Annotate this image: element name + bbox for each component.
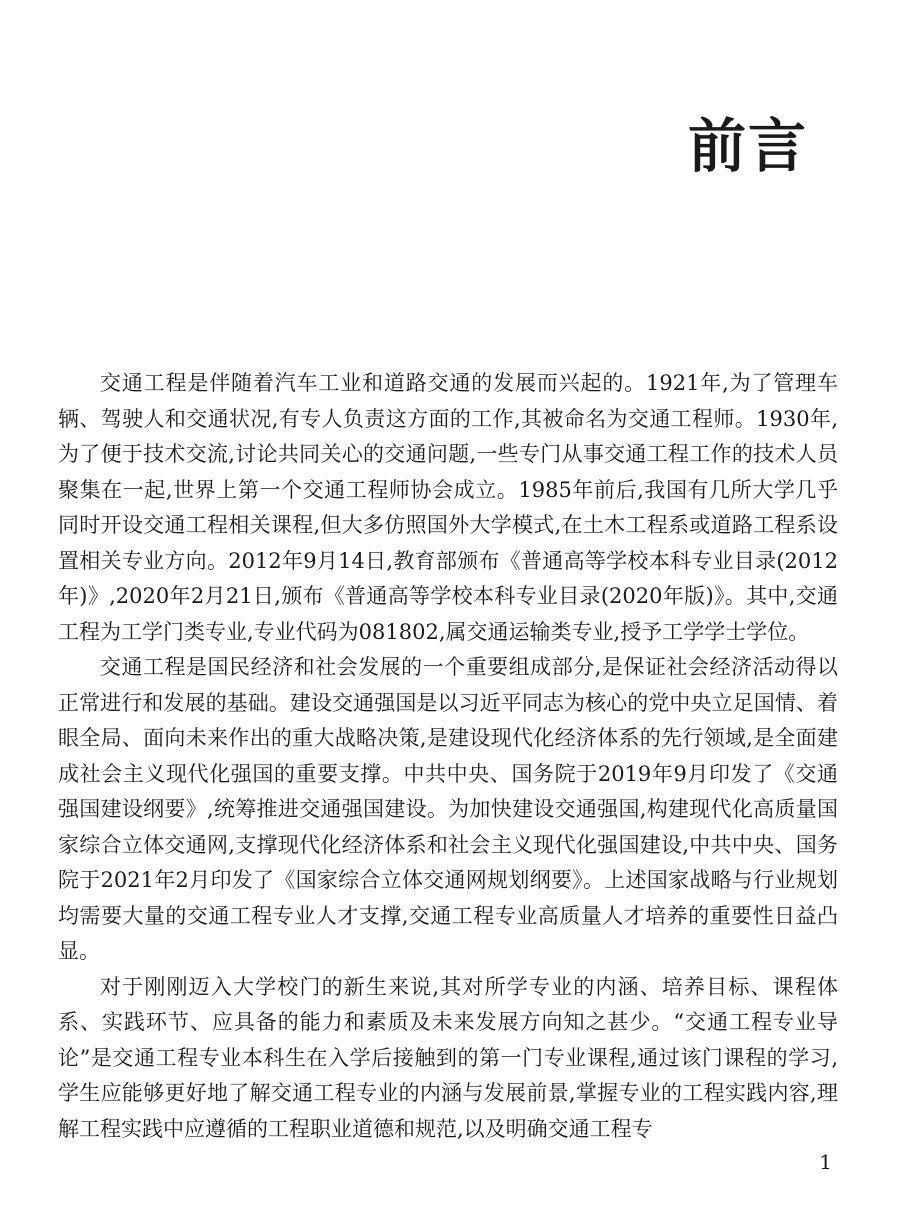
- body-text: [58, 366, 838, 1147]
- paragraph-history: 交通工程是伴随着汽车工业和道路交通的发展而兴起的。1921年,为了管理车辆、驾驶人和交通状况,有专人负责这方面的工作,其被命名为交通工程师。1930年,为了便于技术交流,讨论共同关心的交通问题,一些专门从事交通工程工作的技术人员聚集在一起,世界上第一个交通工程师协会成立。1985年前后,我国有几所大学几乎同时开设交通工程相关课程,但大多仿照国外大学模式,在土木工程系或道路工程系设置相关专业方向。2012年9月14日,教育部颁布《普通高等学校本科专业目录(2012年)》,2020年2月21日,颁布《普通高等学校本科专业目录(2020年版)》。其中,交通工程为工学门类专业,专业代码为081802,属交通运输类专业,授予工学学士学位。: [58, 371, 838, 644]
- paragraph-importance: 交通工程是国民经济和社会发展的一个重要组成部分,是保证社会经济活动得以正常进行和发展的基础。建设交通强国是以习近平同志为核心的党中央立足国情、着眼全局、面向未来作出的重大战略决策,是建设现代化经济体系的先行领域,是全面建成社会主义现代化强国的重要支撑。中共中央、国务院于2019年9月印发了《交通强国建设纲要》,统筹推进交通强国建设。为加快建设交通强国,构建现代化高质量国家综合立体交通网,支撑现代化经济体系和社会主义现代化强国建设,中共中央、国务院于2021年2月印发了《国家综合立体交通网规划纲要》。上述国家战略与行业规划均需要大量的交通工程专业人才支撑,交通工程专业高质量人才培养的重要性日益凸显。: [58, 655, 838, 963]
- page-number: 1: [819, 1150, 832, 1174]
- paragraph-course-intro: 对于刚刚迈入大学校门的新生来说,其对所学专业的内涵、培养目标、课程体系、实践环节、应具备的能力和素质及未来发展方向知之甚少。“交通工程专业导论”是交通工程专业本科生在入学后接触到的第一门专业课程,通过该门课程的学习,学生应能够更好地了解交通工程专业的内涵与发展前景,掌握专业的工程实践内容,理解工程实践中应遵循的工程职业道德和规范,以及明确交通工程专: [58, 974, 838, 1141]
- page-title: 前言: [687, 111, 808, 180]
